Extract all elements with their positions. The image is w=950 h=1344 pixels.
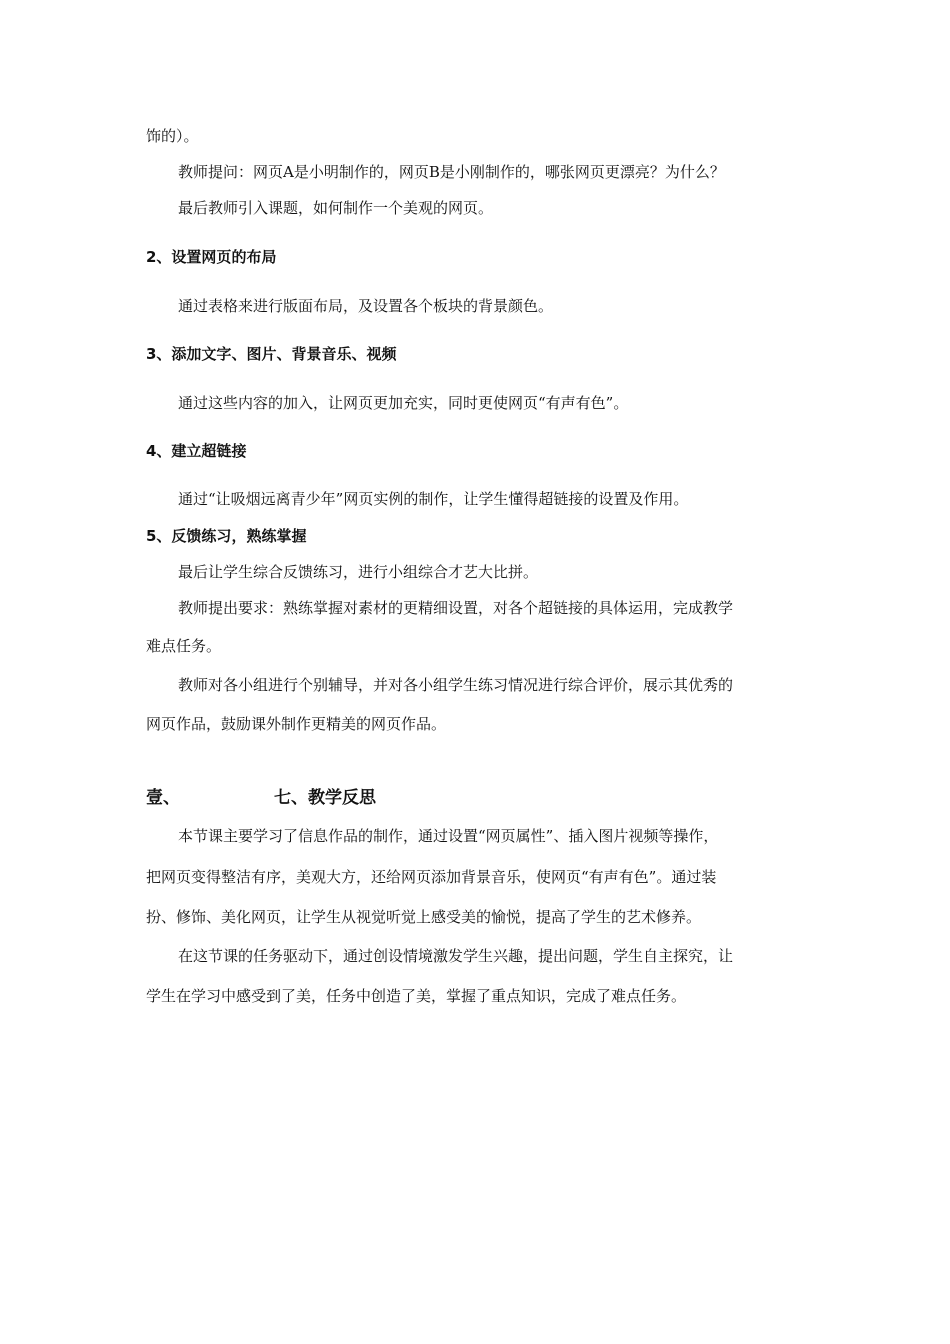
paragraph-line: 通过表格来进行版面布局，及设置各个板块的背景颜色。 — [178, 297, 554, 315]
section-number: 壹、 — [146, 788, 180, 808]
subheading-media: 3、添加文字、图片、背景音乐、视频 — [146, 345, 397, 363]
paragraph-line: 教师对各小组进行个别辅导，并对各小组学生练习情况进行综合评价，展示其优秀的 — [178, 676, 734, 694]
paragraph-line: 网页作品，鼓励课外制作更精美的网页作品。 — [146, 715, 447, 733]
paragraph-line: 饰的）。 — [146, 127, 199, 145]
paragraph-line: 扮、修饰、美化网页，让学生从视觉听觉上感受美的愉悦，提高了学生的艺术修养。 — [146, 908, 702, 926]
subheading-layout: 2、设置网页的布局 — [146, 248, 277, 266]
subheading-practice: 5、反馈练习，熟练掌握 — [146, 527, 307, 545]
paragraph-line: 本节课主要学习了信息作品的制作，通过设置“网页属性”、插入图片视频等操作， — [178, 827, 719, 845]
section-heading — [146, 787, 376, 809]
subheading-hyperlink: 4、建立超链接 — [146, 442, 247, 460]
paragraph-line: 通过“让吸烟远离青少年”网页实例的制作，让学生懂得超链接的设置及作用。 — [178, 490, 689, 508]
paragraph-line: 教师提问：网页A是小明制作的，网页B是小刚制作的，哪张网页更漂亮？为什么？ — [178, 163, 725, 181]
paragraph-line: 通过这些内容的加入，让网页更加充实，同时更使网页“有声有色”。 — [178, 394, 629, 412]
paragraph-line: 把网页变得整洁有序，美观大方，还给网页添加背景音乐，使网页“有声有色”。通过装 — [146, 868, 717, 886]
section-title: 七、教学反思 — [274, 788, 376, 808]
paragraph-line: 最后让学生综合反馈练习，进行小组综合才艺大比拼。 — [178, 563, 539, 581]
paragraph-line: 难点任务。 — [146, 637, 222, 655]
paragraph-line: 学生在学习中感受到了美，任务中创造了美，掌握了重点知识，完成了难点任务。 — [146, 987, 687, 1005]
paragraph-line: 教师提出要求：熟练掌握对素材的更精细设置，对各个超链接的具体运用，完成教学 — [178, 599, 734, 617]
paragraph-line: 最后教师引入课题，如何制作一个美观的网页。 — [178, 199, 494, 217]
paragraph-line: 在这节课的任务驱动下，通过创设情境激发学生兴趣，提出问题，学生自主探究，让 — [178, 947, 734, 965]
